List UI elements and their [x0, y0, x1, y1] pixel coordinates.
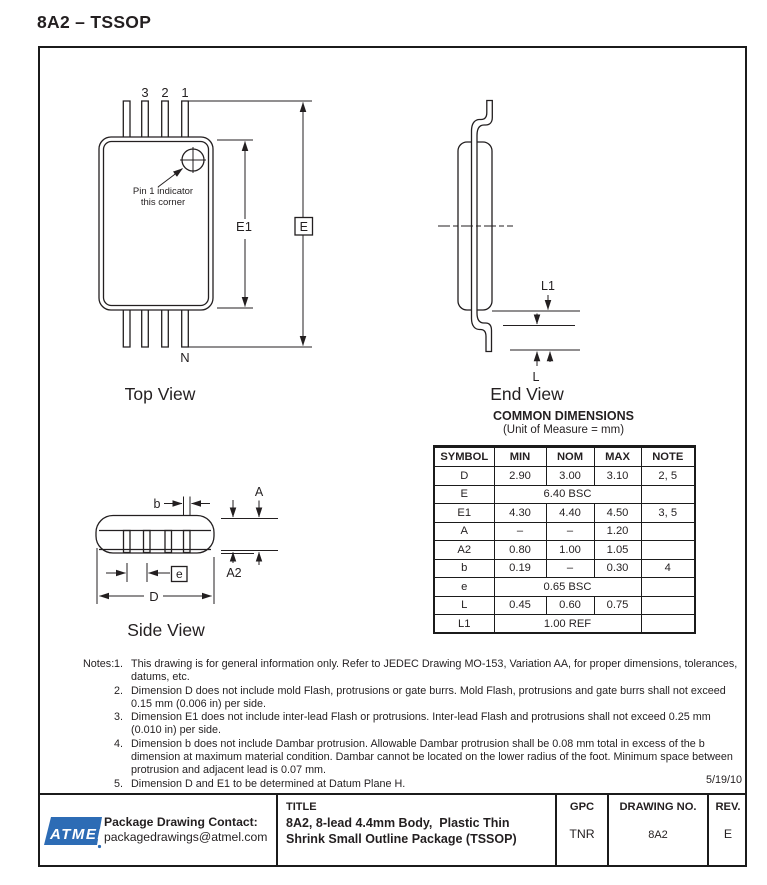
table-row	[434, 578, 695, 597]
note-item	[114, 658, 740, 685]
note-text: This drawing is for general information only. Refer to JEDEC Drawing MO-153, Variation AA, for proper dimensions, tolerances, datums, etc.	[131, 658, 738, 684]
cell-max: 1.20	[594, 522, 641, 541]
top-view-label: Top View	[124, 384, 196, 404]
note-number: 1.	[114, 658, 124, 670]
side-view-drawing	[96, 497, 278, 605]
pin	[182, 309, 189, 347]
note-item	[114, 711, 740, 738]
cell-note	[641, 596, 695, 615]
table-row	[434, 559, 695, 578]
cell-nom: 4.40	[546, 504, 594, 523]
pin	[123, 101, 130, 138]
end-view-drawing	[438, 101, 580, 367]
cell-nom: 1.00	[546, 541, 594, 560]
cell-span-value: 6.40 BSC	[494, 485, 641, 504]
pin	[142, 309, 149, 347]
dim-label-A2: A2	[226, 566, 242, 580]
cell-min: 4.30	[494, 504, 546, 523]
cell-min: 0.45	[494, 596, 546, 615]
page-title: 8A2 – TSSOP	[37, 12, 152, 32]
cell-nom: –	[546, 522, 594, 541]
note-text: Dimension D does not include mold Flash, protrusions or gate burrs. Mold Flash, protrusions and gate burrs shall not exceed 0.15 mm (0.006 in) per side.	[131, 684, 726, 710]
cell-symbol: L1	[434, 615, 494, 634]
dim-label-b: b	[153, 497, 161, 511]
cell-min: 2.90	[494, 467, 546, 486]
cell-min: 0.80	[494, 541, 546, 560]
cell-symbol: e	[434, 578, 494, 597]
title-label: TITLE	[286, 801, 317, 813]
cell-max: 3.10	[594, 467, 641, 486]
cell-symbol: E1	[434, 504, 494, 523]
table-row	[434, 615, 695, 634]
rev-cell	[709, 795, 747, 866]
atmel-logo	[43, 816, 103, 849]
drawing-no-cell	[609, 795, 709, 866]
cell-symbol: A2	[434, 541, 494, 560]
cell-max: 4.50	[594, 504, 641, 523]
pin-number-label: 1	[181, 85, 189, 100]
contact-email: packagedrawings@atmel.com	[104, 830, 268, 844]
end-view-label: End View	[490, 384, 564, 404]
package-body-side	[96, 516, 214, 554]
rev-value: E	[723, 827, 733, 841]
dim-label-D: D	[149, 589, 159, 604]
top-view-drawing	[99, 101, 313, 347]
common-dimensions-table	[433, 445, 696, 634]
contact-cell	[38, 795, 278, 866]
drawing-no-value: 8A2	[648, 829, 668, 841]
note-number: 3.	[114, 711, 124, 724]
title-cell	[278, 795, 557, 866]
cell-note	[641, 522, 695, 541]
dimension-L1-L	[492, 295, 580, 366]
drawing-title-line1: 8A2, 8-lead 4.4mm Body, Plastic Thin	[286, 816, 510, 830]
notes-section	[83, 658, 740, 791]
cell-symbol: D	[434, 467, 494, 486]
table-row	[434, 541, 695, 560]
cell-note	[641, 485, 695, 504]
pin-number-label: 3	[141, 85, 149, 100]
cell-nom: 0.60	[546, 596, 594, 615]
cell-symbol: E	[434, 485, 494, 504]
dimension-b	[164, 497, 210, 516]
side-view-label: Side View	[127, 620, 205, 640]
pin	[142, 101, 149, 138]
dim-label-E: E	[299, 220, 308, 234]
dim-label-L: L	[532, 370, 540, 384]
col-header-symbol: SYMBOL	[434, 447, 494, 467]
dim-label-e: e	[175, 567, 183, 581]
cell-note: 2, 5	[641, 467, 695, 486]
notes-list	[114, 658, 740, 791]
pin-n-label: N	[180, 350, 190, 365]
rev-label: REV.	[715, 801, 741, 813]
pin1-note-line2: this corner	[140, 197, 186, 208]
cell-min: –	[494, 522, 546, 541]
pin1-note-line1: Pin 1 indicator	[132, 186, 194, 197]
pin	[162, 101, 169, 138]
cell-note: 3, 5	[641, 504, 695, 523]
cell-note	[641, 578, 695, 597]
table-row	[434, 485, 695, 504]
cell-note: 4	[641, 559, 695, 578]
title-block	[38, 793, 747, 866]
gpc-value: TNR	[569, 827, 595, 841]
cell-symbol: A	[434, 522, 494, 541]
note-text: Dimension b does not include Dambar protrusion. Allowable Dambar protrusion shall be 0.08 mm total in excess of the b dimension at maximum material condition. Dambar cannot be located on the lower radius of the foot. Minimum space between protrusion and adjacent lead is 0.07 mm.	[131, 737, 733, 777]
table-row	[434, 596, 695, 615]
cell-symbol: b	[434, 559, 494, 578]
table-row	[434, 522, 695, 541]
notes-label: Notes:	[83, 658, 115, 670]
note-text: Dimension D and E1 to be determined at Datum Plane H.	[131, 777, 406, 790]
pin	[182, 101, 189, 138]
note-item	[114, 738, 740, 778]
dimensions-table-subtitle: (Unit of Measure = mm)	[502, 424, 625, 436]
pin	[162, 309, 169, 347]
cell-nom: –	[546, 559, 594, 578]
dim-label-E1: E1	[236, 219, 252, 234]
contact-label: Package Drawing Contact:	[104, 815, 258, 829]
note-number: 2.	[114, 684, 124, 697]
drawing-no-label: DRAWING NO.	[619, 801, 697, 813]
cell-max: 1.05	[594, 541, 641, 560]
dimensions-table-title: COMMON DIMENSIONS	[493, 409, 634, 423]
drawing-title-line2: Shrink Small Outline Package (TSSOP)	[286, 832, 517, 846]
cell-max: 0.30	[594, 559, 641, 578]
revision-date: 5/19/10	[705, 774, 742, 786]
gpc-cell	[557, 795, 609, 866]
table-row	[434, 467, 695, 486]
dimension-A-A2	[221, 500, 278, 565]
bottom-pins	[123, 309, 188, 347]
cell-note	[641, 615, 695, 634]
dim-label-L1: L1	[541, 279, 555, 293]
note-number: 4.	[114, 737, 124, 750]
col-header-min: MIN	[494, 447, 546, 467]
top-pins	[123, 101, 188, 138]
pin	[123, 309, 130, 347]
cell-max: 0.75	[594, 596, 641, 615]
table-header-row	[434, 447, 695, 467]
cell-symbol: L	[434, 596, 494, 615]
package-body-outline	[99, 137, 213, 310]
cell-span-value: 1.00 REF	[494, 615, 641, 634]
note-item	[114, 685, 740, 712]
col-header-nom: NOM	[546, 447, 594, 467]
cell-nom: 3.00	[546, 467, 594, 486]
cell-span-value: 0.65 BSC	[494, 578, 641, 597]
col-header-note: NOTE	[641, 447, 695, 467]
note-text: Dimension E1 does not include inter-lead Flash or protrusions. Inter-lead Flash and protrusions shall not exceed 0.25 mm (0.010 in) per side.	[131, 711, 711, 737]
registered-mark-dot	[98, 845, 101, 848]
logo-wordmark: ATMEL	[50, 826, 103, 843]
dimension-e	[106, 563, 187, 582]
col-header-max: MAX	[594, 447, 641, 467]
gpc-label: GPC	[569, 801, 595, 813]
dim-label-A: A	[254, 485, 264, 499]
cell-min: 0.19	[494, 559, 546, 578]
pin-number-label: 2	[161, 85, 169, 100]
cell-note	[641, 541, 695, 560]
note-number: 5.	[114, 777, 124, 790]
table-row	[434, 504, 695, 523]
